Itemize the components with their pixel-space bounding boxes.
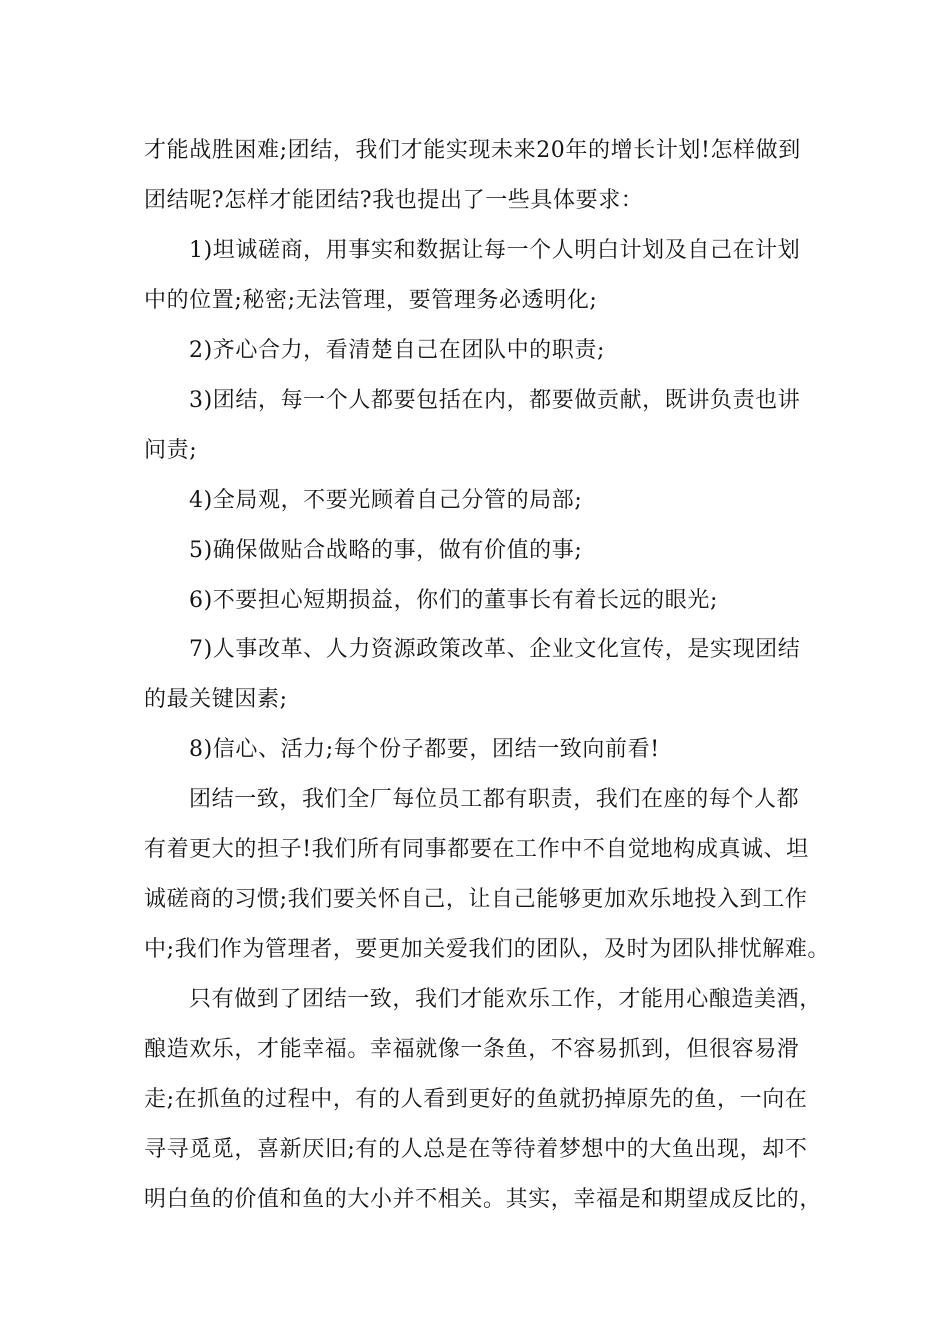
text-line: 明白鱼的价值和鱼的大小并不相关。其实，幸福是和期望成反比的，: [144, 1187, 823, 1212]
paragraph-start: 团结一致，我们全厂每位员工都有职责，我们在座的每个人都: [189, 787, 800, 812]
text-line: 中;我们作为管理者，要更加关爱我们的团队，及时为团队排忧解难。: [144, 937, 831, 962]
text-line: 问责;: [144, 438, 198, 463]
list-item-4: 4)全局观，不要光顾着自己分管的局部;: [189, 488, 583, 513]
text-line: 诚磋商的习惯;我们要关怀自己，让自己能够更加欢乐地投入到工作: [144, 887, 808, 912]
text-line: 团结呢?怎样才能团结?我也提出了一些具体要求：: [144, 188, 644, 213]
text-line: 寻寻觅觅，喜新厌旧;有的人总是在等待着梦想中的大鱼出现，却不: [144, 1137, 808, 1162]
list-item-1: 1)坦诚磋商，用事实和数据让每一个人明白计划及自己在计划: [189, 238, 801, 263]
list-item-5: 5)确保做贴合战略的事，做有价值的事;: [189, 538, 583, 563]
text-line: 有着更大的担子!我们所有同事都要在工作中不自觉地构成真诚、坦: [144, 837, 809, 862]
text-line: 才能战胜困难;团结，我们才能实现未来20年的增长计划!怎样做到: [144, 138, 801, 163]
text-line: 走;在抓鱼的过程中，有的人看到更好的鱼就扔掉原先的鱼，一向在: [144, 1087, 808, 1112]
text-line: 酿造欢乐，才能幸福。幸福就像一条鱼，不容易抓到，但很容易滑: [144, 1037, 800, 1062]
text-line: 中的位置;秘密;无法管理，要管理务必透明化;: [144, 288, 598, 313]
list-item-2: 2)齐心合力，看清楚自己在团队中的职责;: [189, 338, 605, 363]
list-item-3: 3)团结，每一个人都要包括在内，都要做贡献，既讲负责也讲: [189, 388, 801, 413]
list-item-7: 7)人事改革、人力资源政策改革、企业文化宣传，是实现团结: [189, 637, 801, 662]
list-item-8: 8)信心、活力;每个份子都要，团结一致向前看!: [189, 737, 660, 762]
text-line: 的最关键因素;: [144, 687, 288, 712]
paragraph-start: 只有做到了团结一致，我们才能欢乐工作，才能用心酿造美酒，: [189, 987, 822, 1012]
list-item-6: 6)不要担心短期损益，你们的董事长有着长远的眼光;: [189, 588, 718, 613]
